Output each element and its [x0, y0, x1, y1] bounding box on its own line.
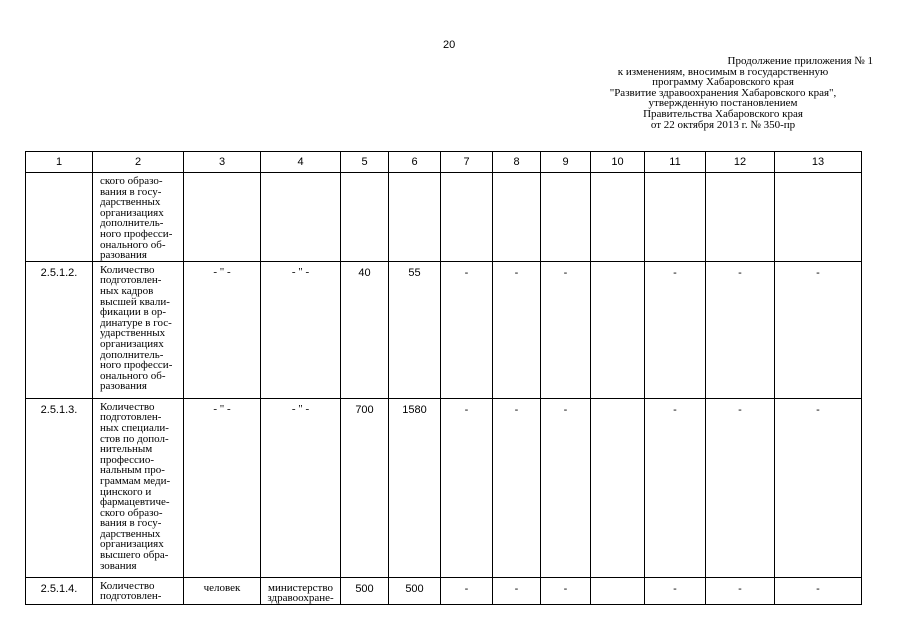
indicator-name-line: ного професси-: [100, 227, 173, 240]
header-line: Правительства Хабаровского края: [643, 107, 803, 120]
indicator-name-line: Количество: [100, 400, 155, 413]
header-line: к изменениям, вносимым в государственную: [617, 65, 829, 78]
table-row: [26, 577, 862, 604]
value-c12: [706, 173, 775, 262]
executor-line: - " -: [291, 265, 310, 278]
column-number-6: 6: [389, 152, 441, 173]
value-c12: -: [706, 398, 775, 577]
value-c8: -: [493, 398, 541, 577]
value-c6: 500: [389, 577, 441, 604]
value-c7: -: [441, 398, 493, 577]
value-c11: [645, 173, 706, 262]
page-number: 20: [443, 39, 456, 51]
executor: [261, 173, 341, 262]
indicator-name-line: стов по допол-: [100, 432, 169, 445]
indicator-name: [93, 173, 184, 262]
value-c13: -: [775, 261, 862, 398]
indicator-name-line: онального об-: [100, 369, 166, 382]
indicator-name-line: подготовлен-: [100, 411, 162, 424]
indicator-name-line: разования: [100, 249, 147, 262]
indicators-table: [25, 151, 862, 605]
indicator-name-line: ударственных: [100, 327, 166, 340]
indicator-name-line: нальным про-: [100, 464, 165, 477]
value-c6: 1580: [389, 398, 441, 577]
indicator-name-line: дарственных: [100, 196, 161, 209]
value-c7: -: [441, 261, 493, 398]
table-row: [26, 173, 862, 262]
indicator-name-line: фармацевтиче-: [100, 496, 170, 509]
column-numbers-row: [26, 152, 862, 173]
column-number-12: 12: [706, 152, 775, 173]
value-c9: -: [541, 398, 591, 577]
value-c9: -: [541, 577, 591, 604]
column-number-3: 3: [184, 152, 261, 173]
value-c5: 500: [341, 577, 389, 604]
value-c10: [591, 173, 645, 262]
indicator-name-line: динатуре в гос-: [100, 316, 172, 329]
indicator-name-line: онального об-: [100, 238, 166, 251]
value-c5: 40: [341, 261, 389, 398]
indicator-name-line: дополнитель-: [100, 217, 164, 230]
indicator-name-line: высшего обра-: [100, 549, 169, 562]
indicator-name-line: подготовлен-: [100, 590, 162, 603]
unit-of-measure: [184, 173, 261, 262]
indicator-name-line: фикации в ор-: [100, 306, 167, 319]
appendix-header: [573, 56, 873, 130]
indicator-name-line: граммам меди-: [100, 474, 171, 487]
indicator-name-line: организациях: [100, 337, 164, 350]
indicator-name-line: ского образо-: [100, 175, 163, 187]
value-c7: -: [441, 577, 493, 604]
executor: [261, 261, 341, 398]
indicator-name-line: зования: [100, 559, 137, 572]
executor-line: - " -: [291, 402, 310, 415]
header-line: "Развитие здравоохранения Хабаровского края",: [609, 86, 837, 99]
column-number-1: 1: [26, 152, 93, 173]
table-body: [26, 173, 862, 605]
indicator-name-line: подготовлен-: [100, 274, 162, 287]
value-c9: -: [541, 261, 591, 398]
row-code: [26, 173, 93, 262]
indicator-name-line: ного професси-: [100, 359, 173, 372]
header-line: программу Хабаровского края: [652, 76, 794, 89]
indicator-name-line: ского образо-: [100, 506, 163, 519]
indicator-name-line: дарственных: [100, 527, 161, 540]
executor: [261, 577, 341, 604]
value-c7: [441, 173, 493, 262]
value-c6: 55: [389, 261, 441, 398]
value-c8: -: [493, 261, 541, 398]
indicator-name-line: нительным: [100, 443, 153, 456]
indicator-name-line: организациях: [100, 538, 164, 551]
value-c13: -: [775, 398, 862, 577]
value-c12: -: [706, 577, 775, 604]
indicator-name-line: профессио-: [100, 453, 154, 466]
column-number-13: 13: [775, 152, 862, 173]
value-c9: [541, 173, 591, 262]
value-c13: -: [775, 577, 862, 604]
column-number-10: 10: [591, 152, 645, 173]
unit-of-measure: - " -: [184, 261, 261, 398]
column-number-8: 8: [493, 152, 541, 173]
indicator-name-line: Количество: [100, 579, 155, 592]
column-number-2: 2: [93, 152, 184, 173]
column-number-4: 4: [261, 152, 341, 173]
indicator-name-line: разования: [100, 380, 147, 393]
indicator-name-line: ных специали-: [100, 421, 169, 434]
value-c11: -: [645, 261, 706, 398]
value-c11: -: [645, 398, 706, 577]
value-c10: [591, 398, 645, 577]
header-line: Продолжение приложения № 1: [727, 55, 873, 67]
executor-line: министерство: [267, 581, 333, 594]
indicator-name: [93, 398, 184, 577]
unit-of-measure: - " -: [184, 398, 261, 577]
header-line: утвержденную постановлением: [648, 97, 798, 110]
indicator-name-line: организациях: [100, 206, 164, 219]
value-c10: [591, 577, 645, 604]
column-number-11: 11: [645, 152, 706, 173]
value-c5: [341, 173, 389, 262]
table-row: [26, 261, 862, 398]
value-c11: -: [645, 577, 706, 604]
indicator-name: [93, 577, 184, 604]
unit-of-measure: человек: [184, 577, 261, 604]
executor-line: здравоохране-: [267, 592, 334, 605]
indicator-name-line: дополнитель-: [100, 348, 164, 361]
indicator-name-line: цинского и: [100, 485, 152, 498]
row-code: 2.5.1.4.: [26, 577, 93, 604]
indicator-name-line: вания в госу-: [100, 185, 162, 198]
table-row: [26, 398, 862, 577]
indicator-name-line: вания в госу-: [100, 517, 162, 530]
indicator-name-line: высшей квали-: [100, 295, 170, 308]
indicator-name-line: Количество: [100, 263, 155, 276]
value-c10: [591, 261, 645, 398]
value-c8: [493, 173, 541, 262]
row-code: 2.5.1.3.: [26, 398, 93, 577]
executor: [261, 398, 341, 577]
value-c12: -: [706, 261, 775, 398]
column-number-7: 7: [441, 152, 493, 173]
row-code: 2.5.1.2.: [26, 261, 93, 398]
value-c6: [389, 173, 441, 262]
value-c13: [775, 173, 862, 262]
indicator-name: [93, 261, 184, 398]
header-line: от 22 октября 2013 г. № 350-пр: [650, 118, 796, 131]
column-number-5: 5: [341, 152, 389, 173]
value-c8: -: [493, 577, 541, 604]
column-number-9: 9: [541, 152, 591, 173]
indicator-name-line: ных кадров: [100, 284, 154, 297]
value-c5: 700: [341, 398, 389, 577]
